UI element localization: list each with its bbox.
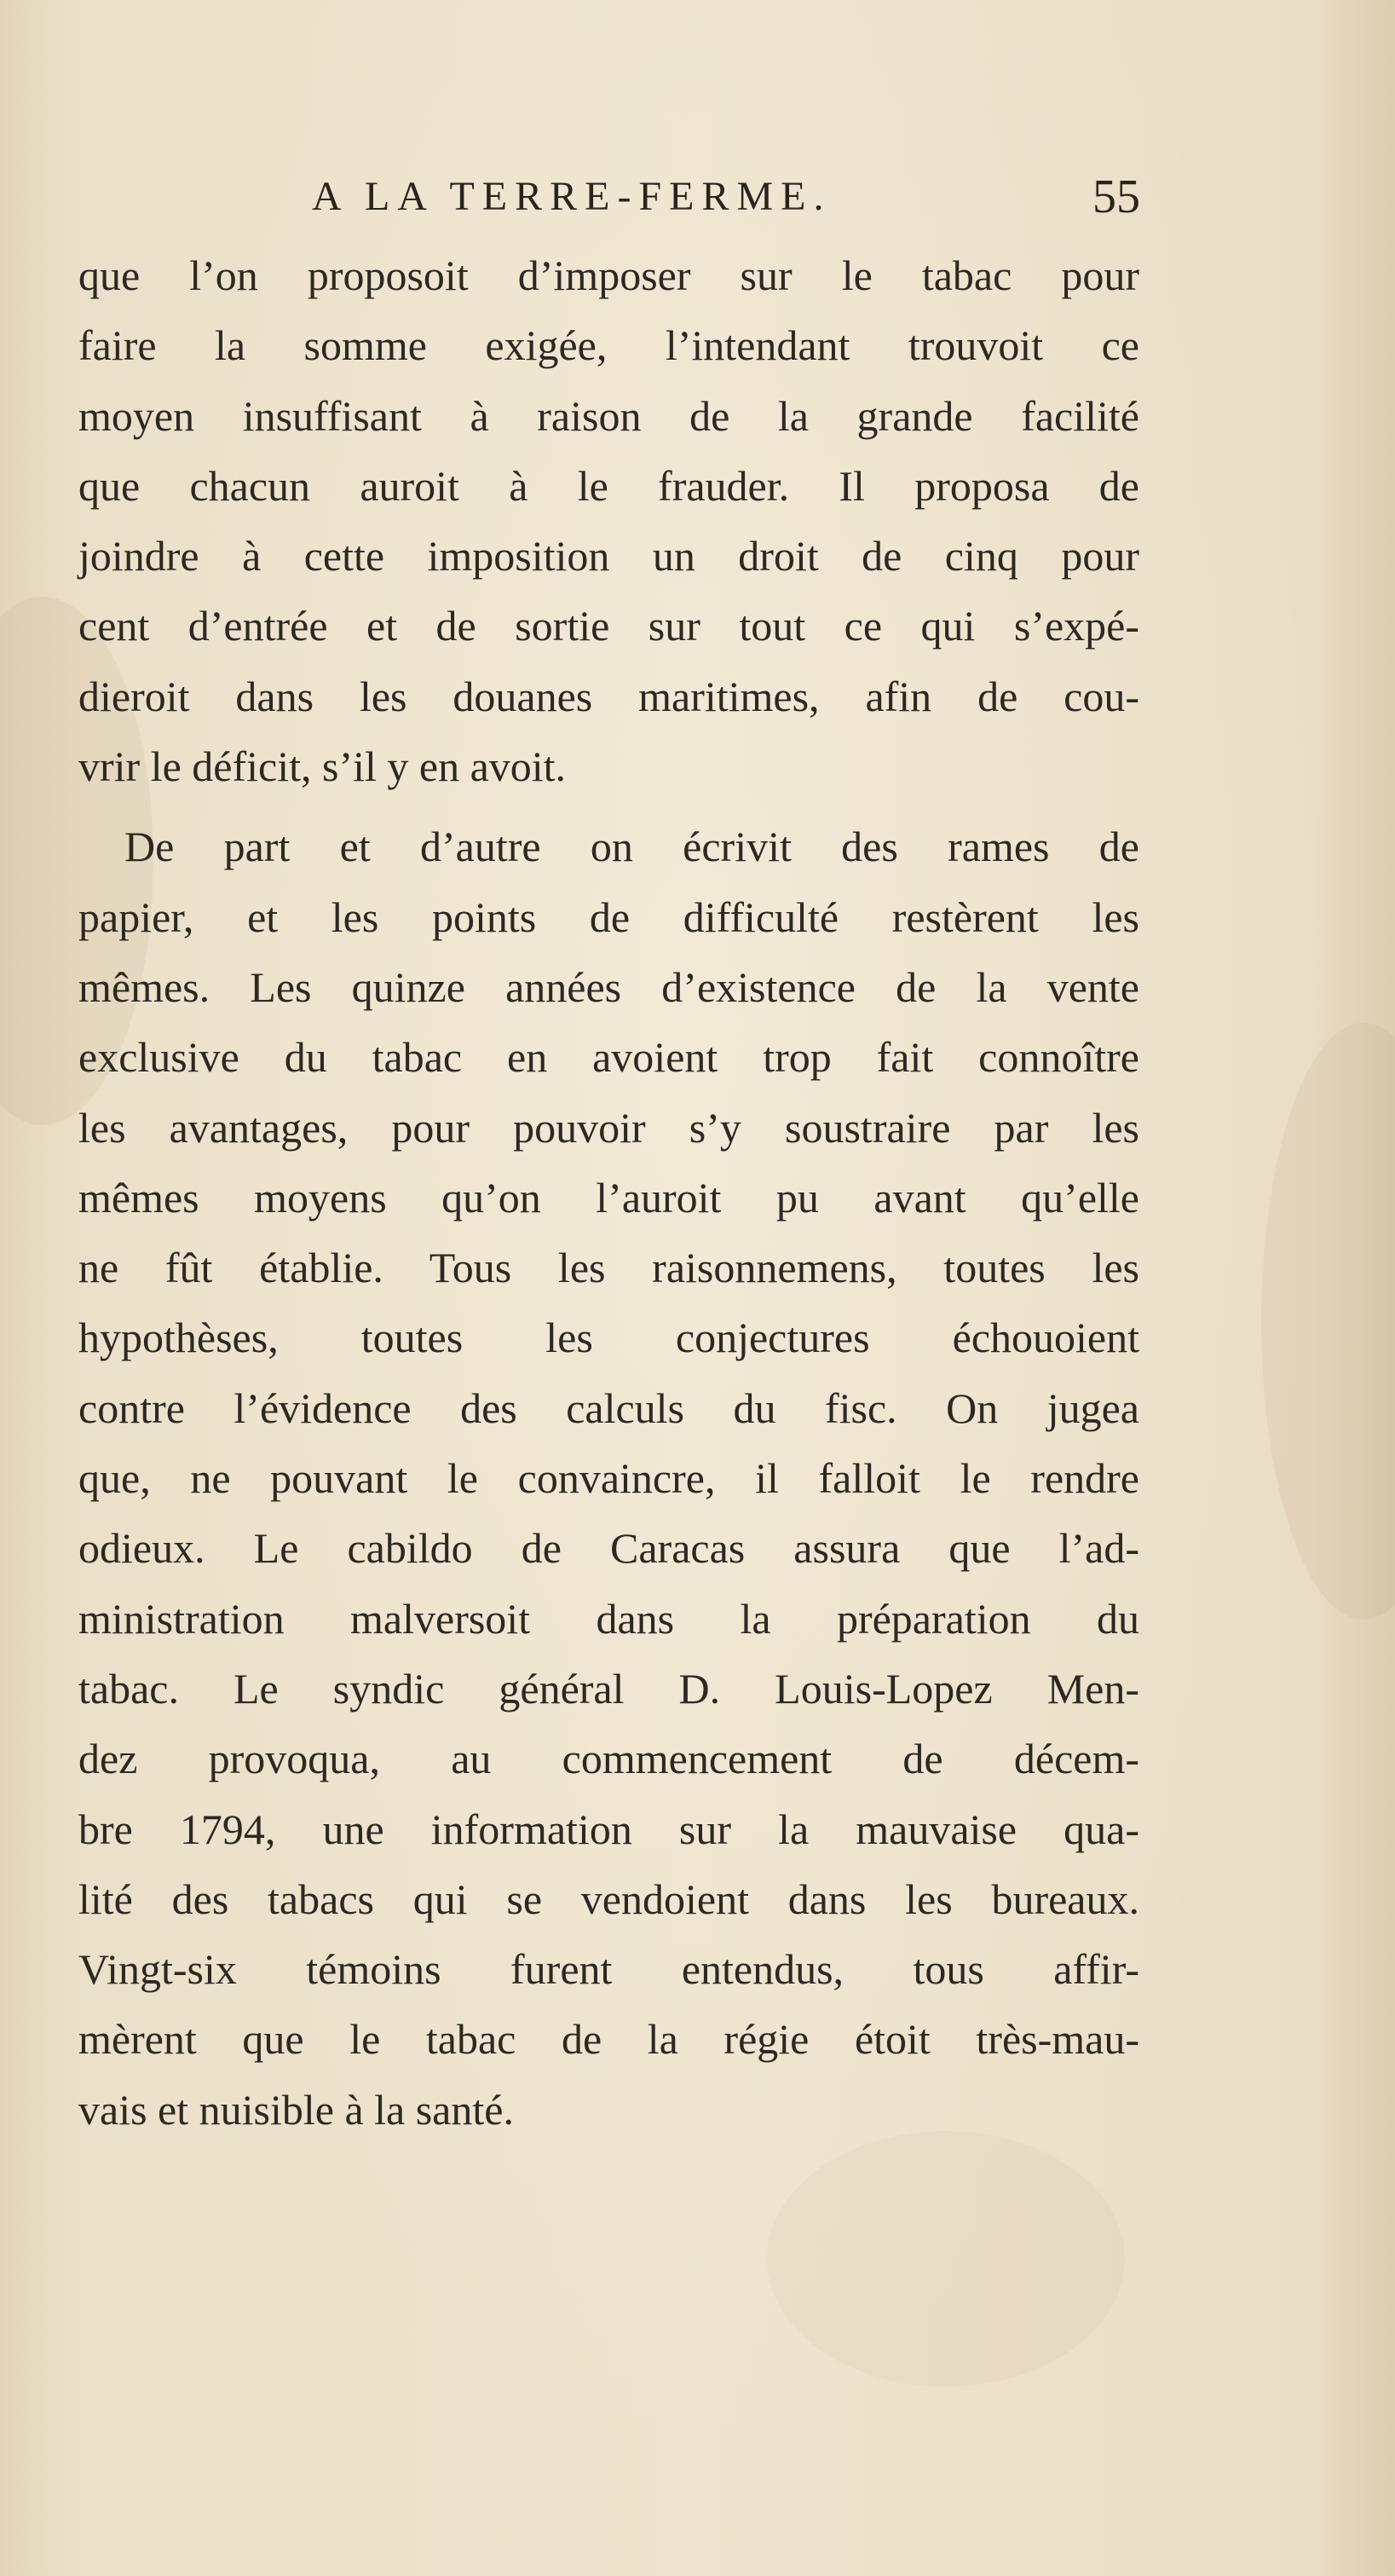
text-line: tabac. Le syndic général D. Louis-Lopez Men- xyxy=(78,1664,1139,1713)
text-line: Vingt-six témoins furent entendus, tous affir- xyxy=(78,1945,1139,1994)
text-line: mêmes moyens qu’on l’auroit pu avant qu’elle xyxy=(78,1173,1139,1222)
text-line: bre 1794, une information sur la mauvaise qua- xyxy=(78,1805,1139,1853)
text-line: que l’on proposoit d’imposer sur le tabac pour xyxy=(78,251,1139,299)
text-line: exclusive du tabac en avoient trop fait connoître xyxy=(78,1033,1139,1082)
text-line: mèrent que le tabac de la régie étoit très-mau- xyxy=(78,2015,1139,2064)
text-line: ne fût établie. Tous les raisonnemens, toutes les xyxy=(78,1244,1139,1292)
text-line: vais et nuisible à la santé. xyxy=(78,2085,514,2134)
paragraph-gap xyxy=(78,801,1139,811)
paper-stain xyxy=(767,2131,1125,2387)
text-line: vrir le déficit, s’il y en avoit. xyxy=(78,742,567,791)
text-line: que, ne pouvant le convaincre, il falloit le rendre xyxy=(78,1454,1139,1503)
text-line: papier, et les points de difficulté restèrent les xyxy=(78,892,1139,941)
text-line: moyen insuffisant à raison de la grande facilité xyxy=(78,391,1139,440)
paper-stain xyxy=(1261,1023,1395,1620)
text-line: ministration malversoit dans la préparation du xyxy=(78,1594,1139,1643)
running-title: A LA TERRE-FERME. xyxy=(312,174,832,219)
text-line: hypothèses, toutes les conjectures échouoient xyxy=(78,1314,1139,1362)
text-line: que chacun auroit à le frauder. Il proposa de xyxy=(78,461,1139,510)
text-line: dez provoqua, au commencement de décem- xyxy=(78,1735,1139,1783)
text-line: mêmes. Les quinze années d’existence de la vente xyxy=(78,962,1139,1011)
paragraph xyxy=(78,811,1139,2145)
text-line: dieroit dans les douanes maritimes, afin de cou- xyxy=(78,672,1139,720)
text-line: joindre à cette imposition un droit de cinq pour xyxy=(78,532,1139,580)
paragraph xyxy=(78,240,1139,801)
text-line: odieux. Le cabildo de Caracas assura que l’ad- xyxy=(78,1524,1139,1573)
text-line: contre l’évidence des calculs du fisc. On jugea xyxy=(78,1383,1139,1432)
text-line: faire la somme exigée, l’intendant trouvoit ce xyxy=(78,321,1139,370)
body-text xyxy=(78,240,1139,2145)
text-line: cent d’entrée et de sortie sur tout ce qui s’expé- xyxy=(78,602,1139,650)
page-number: 55 xyxy=(1092,170,1140,223)
text-line: lité des tabacs qui se vendoient dans les bureaux. xyxy=(78,1874,1139,1923)
text-line: De part et d’autre on écrivit des rames de xyxy=(124,823,1139,871)
text-line: les avantages, pour pouvoir s’y soustraire par les xyxy=(78,1103,1139,1152)
running-head xyxy=(84,167,1140,227)
